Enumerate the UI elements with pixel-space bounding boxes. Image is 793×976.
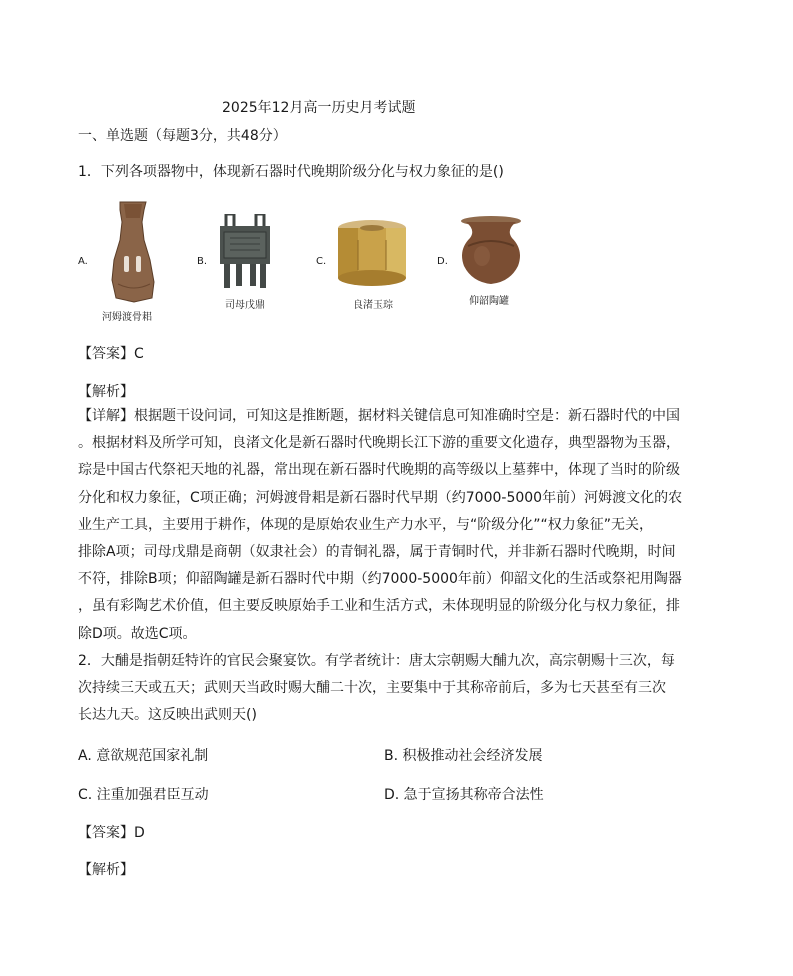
jade-cong-caption: 良渚玉琮	[353, 300, 393, 311]
option-c-letter: C.	[316, 256, 327, 267]
detail-line: 不符，排除B项；仰韶陶罐是新石器时代中期（约7000-5000年前）仰韶文化的生活或祭祀用陶器	[78, 571, 682, 588]
question-2-stem	[78, 648, 678, 730]
option-a-letter: A.	[78, 256, 88, 267]
option-c: C. 注重加强君臣互动	[78, 787, 209, 803]
pottery-jar-image	[456, 216, 526, 286]
detail-line: 排除A项；司母戊鼎是商朝（奴隶社会）的青铜礼器，属于青铜时代，并非新石器时代晚期，时间	[78, 544, 676, 561]
detail-line: 琮是中国古代祭祀天地的礼器，常出现在新石器时代晚期的高等级以上墓葬中，体现了当时的阶级	[78, 462, 680, 479]
detail-line: 业生产工具，主要用于耕作，体现的是原始农业生产力水平，与“阶级分化”“权力象征”无关，	[78, 516, 654, 533]
bronze-ding-image	[216, 214, 274, 290]
option-b: B. 积极推动社会经济发展	[384, 748, 543, 764]
detail-line: 分化和权力象征，C项正确；河姆渡骨耜是新石器时代早期（约7000-5000年前）河姆渡文化的农	[78, 489, 683, 506]
option-d-letter: D.	[437, 256, 448, 267]
detail-line: 。根据材料及所学可知，良渚文化是新石器时代晚期长江下游的重要文化遗存，典型器物为玉器，	[78, 435, 680, 452]
option-d: D. 急于宣扬其称帝合法性	[384, 787, 544, 803]
bone-spade-caption: 河姆渡骨耜	[102, 312, 152, 323]
question-1-detail	[78, 403, 683, 648]
page-title: 2025年12月高一历史月考试题	[222, 100, 416, 116]
pottery-jar-caption: 仰韶陶罐	[469, 296, 509, 307]
bone-spade-image	[106, 200, 158, 304]
question-1-answer: 【答案】C	[78, 346, 144, 362]
question-2-answer: 【答案】D	[78, 825, 145, 841]
question-1-analysis-label: 【解析】	[78, 384, 134, 400]
question-1-stem: 1．下列各项器物中，体现新石器时代晚期阶级分化与权力象征的是()	[78, 164, 504, 180]
stem-line: 次持续三天或五天；武则天当政时赐大酺二十次，主要集中于其称帝前后，多为七天甚至有三次	[78, 680, 666, 697]
section-heading: 一、单选题（每题3分，共48分）	[78, 128, 287, 144]
bronze-ding-caption: 司母戊鼎	[225, 300, 265, 311]
detail-line: 【详解】根据题干设问词，可知这是推断题，据材料关键信息可知准确时空是：新石器时代的中国	[78, 408, 680, 424]
question-2-analysis-label: 【解析】	[78, 862, 134, 878]
stem-line: 2．大酺是指朝廷特许的官民会聚宴饮。有学者统计：唐太宗朝赐大酺九次，高宗朝赐十三次，每	[78, 653, 675, 669]
question-1-image-row	[78, 198, 538, 323]
stem-line: 长达九天。这反映出武则天()	[78, 707, 257, 724]
jade-cong-image	[336, 218, 408, 288]
option-a: A. 意欲规范国家礼制	[78, 748, 209, 764]
option-b-letter: B.	[197, 256, 208, 267]
detail-line: 除D项。故选C项。	[78, 625, 197, 642]
detail-line: ，虽有彩陶艺术价值，但主要反映原始手工业和生活方式，未体现明显的阶级分化与权力象征，排	[78, 598, 680, 615]
